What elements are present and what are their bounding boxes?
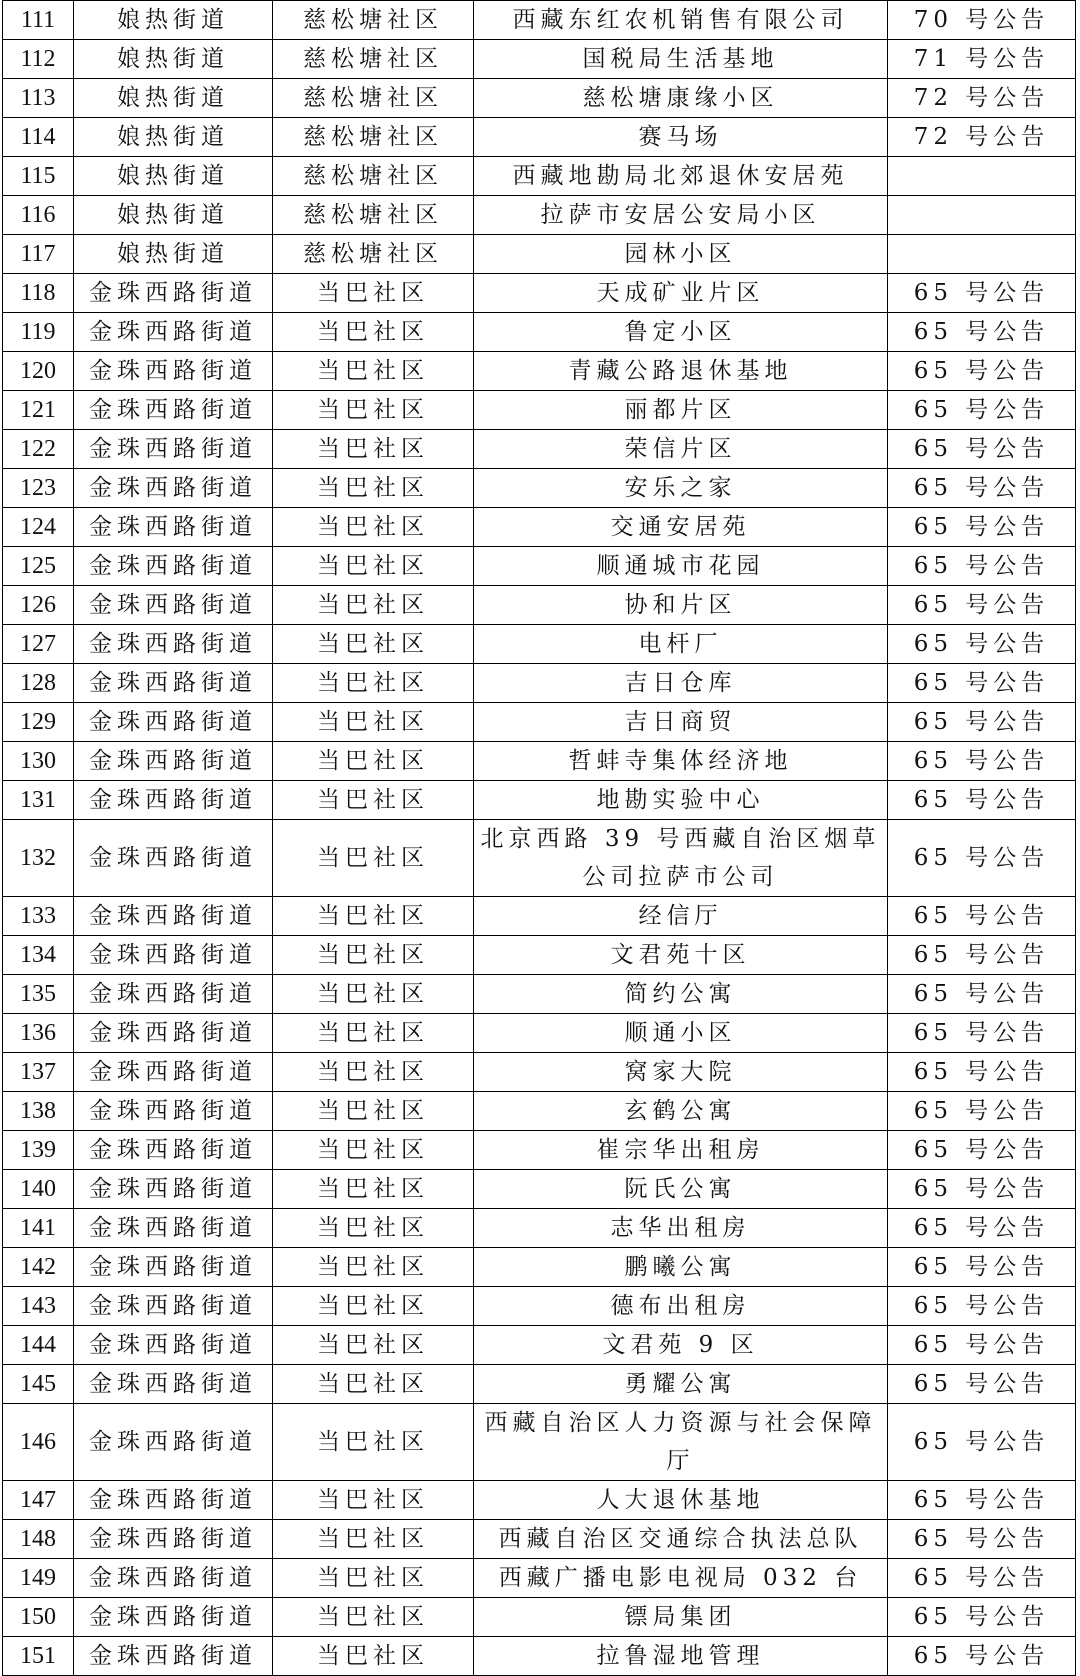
cell-notice: 65 号公告 bbox=[888, 469, 1076, 508]
cell-street: 金珠西路街道 bbox=[74, 547, 273, 586]
cell-notice: 65 号公告 bbox=[888, 625, 1076, 664]
table-row bbox=[3, 742, 1076, 781]
cell-street: 金珠西路街道 bbox=[74, 469, 273, 508]
cell-notice: 65 号公告 bbox=[888, 1637, 1076, 1676]
cell-street: 金珠西路街道 bbox=[74, 1170, 273, 1209]
table-row bbox=[3, 1365, 1076, 1404]
cell-community: 当巴社区 bbox=[273, 781, 474, 820]
cell-number: 144 bbox=[3, 1326, 74, 1365]
table-row bbox=[3, 274, 1076, 313]
cell-number: 141 bbox=[3, 1209, 74, 1248]
cell-number: 143 bbox=[3, 1287, 74, 1326]
cell-place: 阮氏公寓 bbox=[474, 1170, 888, 1209]
cell-street: 金珠西路街道 bbox=[74, 1365, 273, 1404]
cell-number: 132 bbox=[3, 820, 74, 897]
cell-community: 当巴社区 bbox=[273, 897, 474, 936]
cell-notice: 65 号公告 bbox=[888, 1404, 1076, 1481]
cell-notice: 70 号公告 bbox=[888, 1, 1076, 40]
cell-community: 当巴社区 bbox=[273, 1014, 474, 1053]
cell-street: 金珠西路街道 bbox=[74, 820, 273, 897]
cell-community: 当巴社区 bbox=[273, 664, 474, 703]
table-row bbox=[3, 1014, 1076, 1053]
cell-notice: 65 号公告 bbox=[888, 742, 1076, 781]
cell-number: 134 bbox=[3, 936, 74, 975]
cell-street: 娘热街道 bbox=[74, 40, 273, 79]
cell-place: 拉鲁湿地管理 bbox=[474, 1637, 888, 1676]
cell-community: 当巴社区 bbox=[273, 1053, 474, 1092]
cell-number: 145 bbox=[3, 1365, 74, 1404]
table-row bbox=[3, 936, 1076, 975]
cell-notice: 65 号公告 bbox=[888, 391, 1076, 430]
community-list-table bbox=[2, 0, 1076, 1676]
cell-street: 娘热街道 bbox=[74, 1, 273, 40]
table-row bbox=[3, 781, 1076, 820]
cell-place: 志华出租房 bbox=[474, 1209, 888, 1248]
cell-number: 149 bbox=[3, 1559, 74, 1598]
table-row bbox=[3, 1131, 1076, 1170]
cell-notice bbox=[888, 196, 1076, 235]
cell-street: 金珠西路街道 bbox=[74, 1637, 273, 1676]
table-row bbox=[3, 625, 1076, 664]
cell-street: 娘热街道 bbox=[74, 157, 273, 196]
cell-place: 电杆厂 bbox=[474, 625, 888, 664]
cell-place: 鹏曦公寓 bbox=[474, 1248, 888, 1287]
cell-place: 镖局集团 bbox=[474, 1598, 888, 1637]
cell-notice: 65 号公告 bbox=[888, 586, 1076, 625]
cell-notice: 65 号公告 bbox=[888, 313, 1076, 352]
cell-street: 金珠西路街道 bbox=[74, 1520, 273, 1559]
cell-community: 当巴社区 bbox=[273, 1520, 474, 1559]
cell-community: 当巴社区 bbox=[273, 352, 474, 391]
cell-place: 荣信片区 bbox=[474, 430, 888, 469]
cell-place: 安乐之家 bbox=[474, 469, 888, 508]
table-row bbox=[3, 1170, 1076, 1209]
cell-place: 慈松塘康缘小区 bbox=[474, 79, 888, 118]
cell-place: 经信厅 bbox=[474, 897, 888, 936]
cell-community: 当巴社区 bbox=[273, 1481, 474, 1520]
cell-place: 顺通城市花园 bbox=[474, 547, 888, 586]
cell-place: 天成矿业片区 bbox=[474, 274, 888, 313]
cell-place: 北京西路 39 号西藏自治区烟草公司拉萨市公司 bbox=[474, 820, 888, 897]
cell-street: 金珠西路街道 bbox=[74, 1287, 273, 1326]
table-row bbox=[3, 975, 1076, 1014]
cell-notice: 65 号公告 bbox=[888, 352, 1076, 391]
cell-street: 金珠西路街道 bbox=[74, 742, 273, 781]
cell-number: 146 bbox=[3, 1404, 74, 1481]
cell-number: 130 bbox=[3, 742, 74, 781]
table-row bbox=[3, 157, 1076, 196]
cell-notice: 65 号公告 bbox=[888, 975, 1076, 1014]
cell-community: 当巴社区 bbox=[273, 547, 474, 586]
cell-place: 吉日商贸 bbox=[474, 703, 888, 742]
cell-number: 120 bbox=[3, 352, 74, 391]
cell-street: 金珠西路街道 bbox=[74, 1053, 273, 1092]
table-row bbox=[3, 1598, 1076, 1637]
table-row bbox=[3, 469, 1076, 508]
cell-community: 慈松塘社区 bbox=[273, 79, 474, 118]
cell-place: 地勘实验中心 bbox=[474, 781, 888, 820]
cell-place: 崔宗华出租房 bbox=[474, 1131, 888, 1170]
cell-number: 113 bbox=[3, 79, 74, 118]
cell-street: 金珠西路街道 bbox=[74, 430, 273, 469]
cell-notice: 72 号公告 bbox=[888, 79, 1076, 118]
cell-street: 金珠西路街道 bbox=[74, 1598, 273, 1637]
cell-number: 124 bbox=[3, 508, 74, 547]
cell-street: 金珠西路街道 bbox=[74, 975, 273, 1014]
cell-number: 118 bbox=[3, 274, 74, 313]
table-row bbox=[3, 118, 1076, 157]
table-row bbox=[3, 430, 1076, 469]
cell-number: 112 bbox=[3, 40, 74, 79]
cell-community: 当巴社区 bbox=[273, 1209, 474, 1248]
table-body bbox=[3, 1, 1076, 1676]
cell-community: 当巴社区 bbox=[273, 1248, 474, 1287]
cell-number: 131 bbox=[3, 781, 74, 820]
cell-number: 119 bbox=[3, 313, 74, 352]
cell-number: 142 bbox=[3, 1248, 74, 1287]
cell-community: 当巴社区 bbox=[273, 820, 474, 897]
cell-place: 国税局生活基地 bbox=[474, 40, 888, 79]
cell-place: 西藏地勘局北郊退休安居苑 bbox=[474, 157, 888, 196]
cell-community: 当巴社区 bbox=[273, 469, 474, 508]
cell-notice: 65 号公告 bbox=[888, 1014, 1076, 1053]
cell-number: 150 bbox=[3, 1598, 74, 1637]
cell-community: 当巴社区 bbox=[273, 703, 474, 742]
cell-street: 金珠西路街道 bbox=[74, 1481, 273, 1520]
cell-community: 慈松塘社区 bbox=[273, 196, 474, 235]
cell-notice: 65 号公告 bbox=[888, 1092, 1076, 1131]
cell-community: 当巴社区 bbox=[273, 936, 474, 975]
cell-place: 窝家大院 bbox=[474, 1053, 888, 1092]
cell-notice: 65 号公告 bbox=[888, 936, 1076, 975]
cell-notice: 65 号公告 bbox=[888, 547, 1076, 586]
cell-notice: 65 号公告 bbox=[888, 1365, 1076, 1404]
cell-place: 西藏广播电影电视局 032 台 bbox=[474, 1559, 888, 1598]
cell-number: 147 bbox=[3, 1481, 74, 1520]
cell-number: 148 bbox=[3, 1520, 74, 1559]
table-row bbox=[3, 352, 1076, 391]
cell-notice: 65 号公告 bbox=[888, 1287, 1076, 1326]
cell-street: 金珠西路街道 bbox=[74, 1092, 273, 1131]
cell-place: 鲁定小区 bbox=[474, 313, 888, 352]
table-row bbox=[3, 1209, 1076, 1248]
table-row bbox=[3, 196, 1076, 235]
cell-community: 当巴社区 bbox=[273, 1598, 474, 1637]
cell-community: 当巴社区 bbox=[273, 1287, 474, 1326]
cell-number: 129 bbox=[3, 703, 74, 742]
table-row bbox=[3, 1520, 1076, 1559]
cell-community: 当巴社区 bbox=[273, 625, 474, 664]
cell-number: 140 bbox=[3, 1170, 74, 1209]
cell-place: 吉日仓库 bbox=[474, 664, 888, 703]
cell-notice: 65 号公告 bbox=[888, 430, 1076, 469]
cell-number: 151 bbox=[3, 1637, 74, 1676]
cell-notice: 65 号公告 bbox=[888, 1131, 1076, 1170]
cell-number: 117 bbox=[3, 235, 74, 274]
cell-street: 金珠西路街道 bbox=[74, 391, 273, 430]
cell-number: 125 bbox=[3, 547, 74, 586]
cell-place: 简约公寓 bbox=[474, 975, 888, 1014]
cell-notice: 65 号公告 bbox=[888, 1209, 1076, 1248]
table-row bbox=[3, 897, 1076, 936]
table-row bbox=[3, 1404, 1076, 1481]
cell-place: 西藏东红农机销售有限公司 bbox=[474, 1, 888, 40]
cell-community: 慈松塘社区 bbox=[273, 157, 474, 196]
cell-street: 娘热街道 bbox=[74, 118, 273, 157]
cell-community: 当巴社区 bbox=[273, 1365, 474, 1404]
cell-notice: 65 号公告 bbox=[888, 274, 1076, 313]
cell-street: 金珠西路街道 bbox=[74, 1131, 273, 1170]
table-row bbox=[3, 40, 1076, 79]
cell-place: 青藏公路退休基地 bbox=[474, 352, 888, 391]
cell-number: 114 bbox=[3, 118, 74, 157]
cell-notice: 65 号公告 bbox=[888, 1053, 1076, 1092]
table-row bbox=[3, 1, 1076, 40]
cell-number: 133 bbox=[3, 897, 74, 936]
cell-notice: 65 号公告 bbox=[888, 1481, 1076, 1520]
table-row bbox=[3, 547, 1076, 586]
cell-street: 金珠西路街道 bbox=[74, 352, 273, 391]
cell-community: 慈松塘社区 bbox=[273, 40, 474, 79]
cell-community: 当巴社区 bbox=[273, 975, 474, 1014]
table-row bbox=[3, 1248, 1076, 1287]
cell-place: 顺通小区 bbox=[474, 1014, 888, 1053]
cell-street: 娘热街道 bbox=[74, 196, 273, 235]
cell-place: 丽都片区 bbox=[474, 391, 888, 430]
table-row bbox=[3, 664, 1076, 703]
cell-community: 当巴社区 bbox=[273, 742, 474, 781]
cell-notice: 65 号公告 bbox=[888, 1598, 1076, 1637]
cell-number: 137 bbox=[3, 1053, 74, 1092]
table-row bbox=[3, 703, 1076, 742]
cell-street: 金珠西路街道 bbox=[74, 1248, 273, 1287]
cell-street: 娘热街道 bbox=[74, 79, 273, 118]
cell-community: 慈松塘社区 bbox=[273, 235, 474, 274]
cell-community: 当巴社区 bbox=[273, 274, 474, 313]
cell-number: 122 bbox=[3, 430, 74, 469]
cell-place: 西藏自治区交通综合执法总队 bbox=[474, 1520, 888, 1559]
cell-street: 金珠西路街道 bbox=[74, 586, 273, 625]
cell-notice: 65 号公告 bbox=[888, 1170, 1076, 1209]
cell-community: 当巴社区 bbox=[273, 1637, 474, 1676]
cell-street: 金珠西路街道 bbox=[74, 1014, 273, 1053]
cell-place: 交通安居苑 bbox=[474, 508, 888, 547]
cell-notice: 65 号公告 bbox=[888, 781, 1076, 820]
cell-community: 当巴社区 bbox=[273, 508, 474, 547]
cell-street: 金珠西路街道 bbox=[74, 1326, 273, 1365]
cell-community: 当巴社区 bbox=[273, 1404, 474, 1481]
cell-notice bbox=[888, 235, 1076, 274]
cell-community: 慈松塘社区 bbox=[273, 118, 474, 157]
table-row bbox=[3, 508, 1076, 547]
cell-community: 当巴社区 bbox=[273, 1326, 474, 1365]
cell-notice: 65 号公告 bbox=[888, 508, 1076, 547]
cell-number: 126 bbox=[3, 586, 74, 625]
table-row bbox=[3, 1092, 1076, 1131]
cell-community: 慈松塘社区 bbox=[273, 1, 474, 40]
cell-community: 当巴社区 bbox=[273, 1131, 474, 1170]
cell-community: 当巴社区 bbox=[273, 1559, 474, 1598]
table-row bbox=[3, 820, 1076, 897]
cell-street: 金珠西路街道 bbox=[74, 1559, 273, 1598]
table-row bbox=[3, 586, 1076, 625]
cell-number: 139 bbox=[3, 1131, 74, 1170]
cell-community: 当巴社区 bbox=[273, 391, 474, 430]
cell-notice: 65 号公告 bbox=[888, 820, 1076, 897]
cell-street: 金珠西路街道 bbox=[74, 664, 273, 703]
cell-place: 人大退休基地 bbox=[474, 1481, 888, 1520]
cell-number: 128 bbox=[3, 664, 74, 703]
cell-community: 当巴社区 bbox=[273, 313, 474, 352]
cell-place: 文君苑 9 区 bbox=[474, 1326, 888, 1365]
table-row bbox=[3, 1637, 1076, 1676]
table-row bbox=[3, 79, 1076, 118]
cell-place: 玄鹤公寓 bbox=[474, 1092, 888, 1131]
cell-street: 金珠西路街道 bbox=[74, 1404, 273, 1481]
cell-street: 金珠西路街道 bbox=[74, 274, 273, 313]
cell-notice bbox=[888, 157, 1076, 196]
cell-number: 135 bbox=[3, 975, 74, 1014]
table-row bbox=[3, 391, 1076, 430]
cell-place: 哲蚌寺集体经济地 bbox=[474, 742, 888, 781]
table-row bbox=[3, 235, 1076, 274]
table-row bbox=[3, 1287, 1076, 1326]
table-row bbox=[3, 1559, 1076, 1598]
table-row bbox=[3, 313, 1076, 352]
cell-community: 当巴社区 bbox=[273, 1170, 474, 1209]
cell-notice: 65 号公告 bbox=[888, 1248, 1076, 1287]
cell-notice: 65 号公告 bbox=[888, 897, 1076, 936]
cell-street: 金珠西路街道 bbox=[74, 703, 273, 742]
cell-number: 121 bbox=[3, 391, 74, 430]
cell-street: 金珠西路街道 bbox=[74, 781, 273, 820]
cell-street: 娘热街道 bbox=[74, 235, 273, 274]
cell-number: 111 bbox=[3, 1, 74, 40]
cell-street: 金珠西路街道 bbox=[74, 897, 273, 936]
cell-place: 文君苑十区 bbox=[474, 936, 888, 975]
cell-place: 西藏自治区人力资源与社会保障厅 bbox=[474, 1404, 888, 1481]
cell-place: 园林小区 bbox=[474, 235, 888, 274]
cell-street: 金珠西路街道 bbox=[74, 625, 273, 664]
cell-street: 金珠西路街道 bbox=[74, 313, 273, 352]
cell-street: 金珠西路街道 bbox=[74, 1209, 273, 1248]
cell-number: 115 bbox=[3, 157, 74, 196]
cell-number: 116 bbox=[3, 196, 74, 235]
cell-notice: 65 号公告 bbox=[888, 1520, 1076, 1559]
cell-number: 123 bbox=[3, 469, 74, 508]
cell-number: 127 bbox=[3, 625, 74, 664]
cell-street: 金珠西路街道 bbox=[74, 508, 273, 547]
table-row bbox=[3, 1326, 1076, 1365]
cell-number: 138 bbox=[3, 1092, 74, 1131]
cell-place: 协和片区 bbox=[474, 586, 888, 625]
cell-place: 拉萨市安居公安局小区 bbox=[474, 196, 888, 235]
cell-notice: 65 号公告 bbox=[888, 1326, 1076, 1365]
cell-number: 136 bbox=[3, 1014, 74, 1053]
cell-street: 金珠西路街道 bbox=[74, 936, 273, 975]
cell-place: 德布出租房 bbox=[474, 1287, 888, 1326]
table-row bbox=[3, 1053, 1076, 1092]
cell-notice: 65 号公告 bbox=[888, 664, 1076, 703]
table-row bbox=[3, 1481, 1076, 1520]
cell-notice: 65 号公告 bbox=[888, 1559, 1076, 1598]
cell-notice: 72 号公告 bbox=[888, 118, 1076, 157]
cell-community: 当巴社区 bbox=[273, 1092, 474, 1131]
cell-notice: 65 号公告 bbox=[888, 703, 1076, 742]
cell-place: 勇耀公寓 bbox=[474, 1365, 888, 1404]
cell-community: 当巴社区 bbox=[273, 586, 474, 625]
cell-place: 赛马场 bbox=[474, 118, 888, 157]
cell-notice: 71 号公告 bbox=[888, 40, 1076, 79]
cell-community: 当巴社区 bbox=[273, 430, 474, 469]
